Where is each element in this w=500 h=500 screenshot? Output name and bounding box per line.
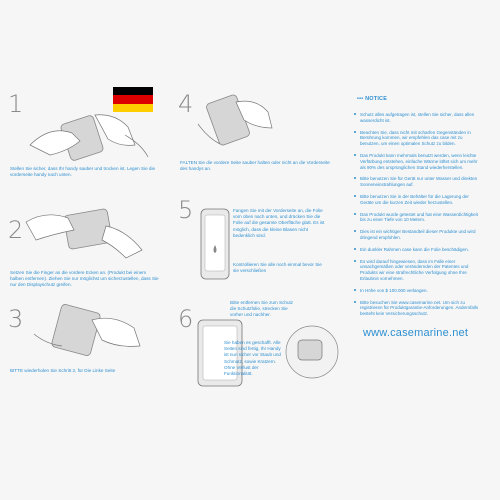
step-2-caption: Setzen Sie die Finger an die vordere Ecken an. (Produkt bei einem halben entfernen). Ziehen Sie nur möglichst um sicherzustellen, dass Sie nur den Displayschutz greifen. [10, 270, 159, 288]
step-number-1: 1 [8, 90, 24, 118]
step-number-4: 4 [178, 90, 194, 118]
notice-title: ••• NOTICE [357, 96, 388, 102]
notice-item: In Höhe von $ 100.000 verlangen. [360, 288, 480, 294]
step-3-illustration [22, 300, 162, 362]
step-4-caption: FALTEN Sie die vordere Seite sauber halten oder nicht an die Vorderseite des handys an. [180, 160, 330, 172]
notice-item: Bitte besuchen Sie www.casemarine.net. Um sich zu registrieren für Produktgarantie-Anforderungen. Andernfalls besteht kein Versicherungsschutz. [360, 299, 479, 317]
step-1-illustration [20, 105, 160, 163]
notice-list [360, 112, 480, 323]
step-1-caption: Stellen Sie sicher, dass Ihr handy sauber und trocken ist. Legen Sie die vorderseite handy nach unten. [10, 166, 156, 178]
step-5-caption-2: Kontrollieren Sie alle noch einmal bevor Sie sie verschließen [233, 262, 322, 274]
step-2-illustration [18, 200, 158, 264]
notice-item: Bitte benutzen Sie in der Behälter für die Lagerung der Geräte um die kurzen Zeit wieder herzustellen. [360, 194, 480, 206]
notice-item: Bitte benutzen Sie für Gerät nur unter Wasser und direkten Sonneneinstrahlungen auf. [360, 176, 480, 188]
website-url: www.casemarine.net [363, 327, 469, 339]
step-number-3: 3 [8, 305, 24, 333]
step-number-5: 5 [178, 196, 194, 224]
notice-item: Das Produkt wurde getestet und hat eine Wasserdichtigkeit bis zu einer Tiefe von 10 Metern. [360, 212, 480, 224]
step-number-6: 6 [178, 305, 194, 333]
step-5-caption: Fangen Sie mit der Vorderseite an, die Folie vom oben nach unten, und drücken Sie die Folie auf die gesamte Oberfläche glatt. Es ist möglich, dass die kleine Blasen nicht bedenklich sind. [233, 208, 325, 238]
step-6-caption: Bitte entfernen Sie zum Schutz die Schutzfolie, strecken Sie vorher und nachher. [230, 300, 294, 318]
notice-item: Beachten Sie, dass nicht mit scharfen Gegenständen in Berührung kommen, wir empfehlen das case mit zu benutzen, um einen optimalen Schutz zu bilden. [360, 130, 480, 147]
notice-item: Dies ist ein wichtiger Bestandteil dieser Produkte und wird dringend empfohlen. [360, 229, 480, 241]
step-number-2: 2 [8, 216, 24, 244]
notice-item: Das Produkt kann mehrmals benutzt werden, wenn leichte Verfärbung entstehen, einfache Wärme lüftet sich um mehr als 90% des ursprünglichen Stand wiederherstellen. [360, 153, 480, 170]
notice-item: Es wird darauf hingewiesen, dass im Falle einer unsachgemäßen oder verändernden der Patentes und Produkts wir eine strafrechtliche Verfolgung ohne Ihre Erlaubnis vornehmen. [360, 259, 480, 282]
step-4-illustration [190, 88, 290, 158]
step-3-caption: BITTE wiederholen Sie Schritt 2, für Die Linke Seite [10, 368, 116, 373]
notice-item: Ein dunkler Rahmen case kann die Folie beschädigen. [360, 247, 480, 253]
notice-item: Schutz alles aufgetragen ist, stellen Sie sicher, dass alles wasserdicht ist. [360, 112, 480, 124]
step-6-caption-2: Sie haben es geschafft. Alle Seiten sind fertig, Ihr Handy ist nun sicher vor Staub und Schmutz, sowie Kratzern. Ohne Verlust der Funktionalität. [224, 340, 281, 377]
